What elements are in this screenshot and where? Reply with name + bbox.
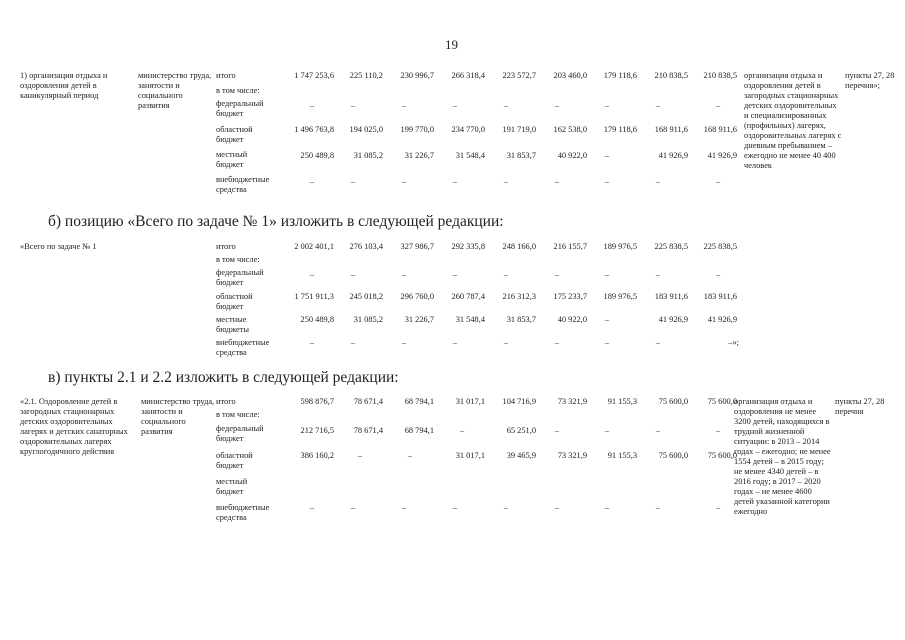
value-cell: 41 926,9 xyxy=(707,315,737,324)
value-cell: 266 318,4 xyxy=(451,71,485,80)
value-cell: 68 794,1 xyxy=(404,426,434,435)
value-cell: 225 838,5 xyxy=(703,242,737,251)
row-label: местный бюджет xyxy=(216,150,248,169)
value-cell: 2 002 401,1 xyxy=(294,242,334,251)
value-cell: – xyxy=(401,177,407,186)
value-cell: – xyxy=(715,426,721,435)
value-cell: – xyxy=(401,503,407,512)
value-cell: – xyxy=(715,270,721,279)
value-cell: –»; xyxy=(728,338,739,347)
value-cell: 598 876,7 xyxy=(300,397,334,406)
value-cell: – xyxy=(604,338,610,347)
value-cell: 183 911,6 xyxy=(703,292,737,301)
row-label: внебюджетные средства xyxy=(216,338,270,357)
value-cell: 75 600,0 xyxy=(707,451,737,460)
row-label: федеральный бюджет xyxy=(216,99,264,118)
section-c-measure: «2.1. Оздоровление детей в загородных стационарных детских оздоровительных лагерях и детских санаторных оздоровительных лагерях круглогодичного действия xyxy=(20,397,128,456)
value-cell: 75 600,0 xyxy=(707,397,737,406)
value-cell: – xyxy=(655,338,661,347)
value-cell: 292 335,8 xyxy=(451,242,485,251)
value-cell: 78 671,4 xyxy=(353,426,383,435)
value-cell: – xyxy=(452,270,458,279)
value-cell: 225 838,5 xyxy=(654,242,688,251)
value-cell: – xyxy=(401,101,407,110)
value-cell: 73 321,9 xyxy=(557,451,587,460)
value-cell: 31 853,7 xyxy=(506,151,536,160)
value-cell: 234 770,0 xyxy=(451,125,485,134)
value-cell: – xyxy=(604,101,610,110)
value-cell: 41 926,9 xyxy=(658,315,688,324)
value-cell: – xyxy=(655,426,661,435)
value-cell: 68 794,1 xyxy=(404,397,434,406)
value-cell: 183 911,6 xyxy=(654,292,688,301)
value-cell: – xyxy=(554,426,560,435)
value-cell: – xyxy=(350,503,356,512)
value-cell: – xyxy=(715,177,721,186)
value-cell: 31 548,4 xyxy=(455,151,485,160)
value-cell: 1 751 911,3 xyxy=(294,292,334,301)
row-label: федеральный бюджет xyxy=(216,424,264,443)
value-cell: 31 017,1 xyxy=(455,451,485,460)
value-cell: – xyxy=(604,177,610,186)
row-label: областной бюджет xyxy=(216,451,253,470)
value-cell: 31 226,7 xyxy=(404,315,434,324)
value-cell: – xyxy=(350,338,356,347)
value-cell: – xyxy=(604,503,610,512)
value-cell: – xyxy=(655,270,661,279)
value-cell: – xyxy=(655,101,661,110)
value-cell: 39 465,9 xyxy=(506,451,536,460)
value-cell: – xyxy=(503,338,509,347)
value-cell: 248 166,0 xyxy=(502,242,536,251)
value-cell: – xyxy=(309,338,315,347)
value-cell: 179 118,6 xyxy=(603,125,637,134)
value-cell: 230 996,7 xyxy=(400,71,434,80)
value-cell: – xyxy=(452,503,458,512)
section-a-result: организация отдыха и оздоровления детей в загородных стационарных детских оздоровительных и специализированных (профильных) лагерях, оздоровительных лагерях с дневным пребыванием – ежегодно не менее 40 400 человек xyxy=(744,71,842,170)
value-cell: – xyxy=(503,503,509,512)
value-cell: 73 321,9 xyxy=(557,397,587,406)
value-cell: 168 911,6 xyxy=(654,125,688,134)
value-cell: 168 911,6 xyxy=(703,125,737,134)
value-cell: 250 489,8 xyxy=(300,151,334,160)
value-cell: – xyxy=(309,503,315,512)
value-cell: – xyxy=(452,101,458,110)
value-cell: 223 572,7 xyxy=(502,71,536,80)
row-label: итого xyxy=(216,397,236,406)
value-cell: – xyxy=(655,177,661,186)
value-cell: 216 312,3 xyxy=(502,292,536,301)
section-c-result: организация отдыха и оздоровления не менее 3200 детей, находящихся в трудной жизненной ситуации: в 2013 – 2014 годах – ежегодно; не менее 1554 детей – в 2015 году; не менее 4340 детей – в 2016 году; в 2017 – 2020 годах – не менее 4600 детей указанной категории ежегодно xyxy=(734,397,831,516)
value-cell: – xyxy=(350,177,356,186)
value-cell: 104 716,9 xyxy=(502,397,536,406)
row-label: в том числе: xyxy=(216,255,260,264)
value-cell: 1 747 253,6 xyxy=(294,71,334,80)
value-cell: – xyxy=(554,177,560,186)
section-a-points: пункты 27, 28 перечня»; xyxy=(845,71,895,90)
value-cell: – xyxy=(554,338,560,347)
value-cell: – xyxy=(554,270,560,279)
value-cell: 41 926,9 xyxy=(707,151,737,160)
section-a-executor: министерство труда, занятости и социального развития xyxy=(138,71,212,110)
row-label: внебюджетные средства xyxy=(216,503,270,522)
value-cell: – xyxy=(554,101,560,110)
value-cell: 1 496 763,8 xyxy=(294,125,334,134)
value-cell: 179 118,6 xyxy=(603,71,637,80)
row-label: местные бюджеты xyxy=(216,315,250,334)
value-cell: – xyxy=(554,503,560,512)
value-cell: – xyxy=(407,451,413,460)
value-cell: 210 838,5 xyxy=(703,71,737,80)
value-cell: – xyxy=(350,101,356,110)
value-cell: 276 103,4 xyxy=(349,242,383,251)
value-cell: 31 548,4 xyxy=(455,315,485,324)
value-cell: – xyxy=(459,426,465,435)
value-cell: 31 085,2 xyxy=(353,151,383,160)
row-label: областной бюджет xyxy=(216,125,253,144)
value-cell: 91 155,3 xyxy=(607,397,637,406)
value-cell: 175 233,7 xyxy=(553,292,587,301)
value-cell: 75 600,0 xyxy=(658,397,688,406)
value-cell: – xyxy=(503,177,509,186)
row-label: внебюджетные средства xyxy=(216,175,270,194)
value-cell: – xyxy=(309,270,315,279)
value-cell: – xyxy=(357,451,363,460)
value-cell: – xyxy=(604,426,610,435)
value-cell: 31 226,7 xyxy=(404,151,434,160)
value-cell: 245 018,2 xyxy=(349,292,383,301)
value-cell: – xyxy=(350,270,356,279)
value-cell: – xyxy=(715,503,721,512)
value-cell: 386 160,2 xyxy=(300,451,334,460)
value-cell: 210 838,5 xyxy=(654,71,688,80)
value-cell: – xyxy=(452,338,458,347)
value-cell: – xyxy=(604,151,610,160)
value-cell: – xyxy=(655,503,661,512)
value-cell: 40 922,0 xyxy=(557,151,587,160)
value-cell: – xyxy=(452,177,458,186)
page-number: 19 xyxy=(445,37,458,52)
section-c-executor: министерство труда, занятости и социального развития xyxy=(141,397,215,436)
value-cell: 31 017,1 xyxy=(455,397,485,406)
row-label: итого xyxy=(216,242,236,251)
value-cell: 327 986,7 xyxy=(400,242,434,251)
value-cell: 191 719,0 xyxy=(502,125,536,134)
row-label: федеральный бюджет xyxy=(216,268,264,287)
value-cell: 189 976,5 xyxy=(603,242,637,251)
heading-c: в) пункты 2.1 и 2.2 изложить в следующей редакции: xyxy=(48,369,399,386)
value-cell: 250 489,8 xyxy=(300,315,334,324)
heading-b: б) позицию «Всего по задаче № 1» изложить в следующей редакции: xyxy=(48,213,504,230)
value-cell: – xyxy=(503,101,509,110)
value-cell: 41 926,9 xyxy=(658,151,688,160)
value-cell: 296 760,0 xyxy=(400,292,434,301)
value-cell: 212 716,5 xyxy=(300,426,334,435)
row-label: местный бюджет xyxy=(216,477,248,496)
section-b-measure: «Всего по задаче № 1 xyxy=(20,242,97,251)
value-cell: 75 600,0 xyxy=(658,451,688,460)
value-cell: 40 922,0 xyxy=(557,315,587,324)
value-cell: 31 085,2 xyxy=(353,315,383,324)
row-label: в том числе: xyxy=(216,410,260,419)
value-cell: – xyxy=(309,177,315,186)
section-a-measure: 1) организация отдыха и оздоровления детей в каникулярный период xyxy=(20,71,108,100)
value-cell: 194 025,0 xyxy=(349,125,383,134)
value-cell: – xyxy=(715,101,721,110)
value-cell: 225 110,2 xyxy=(349,71,383,80)
value-cell: 65 251,0 xyxy=(506,426,536,435)
value-cell: 162 538,0 xyxy=(553,125,587,134)
value-cell: 199 770,0 xyxy=(400,125,434,134)
value-cell: 31 853,7 xyxy=(506,315,536,324)
value-cell: – xyxy=(503,270,509,279)
value-cell: – xyxy=(604,315,610,324)
section-c-points: пункты 27, 28 перечня xyxy=(835,397,885,416)
row-label: итого xyxy=(216,71,236,80)
value-cell: 78 671,4 xyxy=(353,397,383,406)
row-label: областной бюджет xyxy=(216,292,253,311)
value-cell: 203 460,0 xyxy=(553,71,587,80)
value-cell: – xyxy=(604,270,610,279)
value-cell: 91 155,3 xyxy=(607,451,637,460)
value-cell: 189 976,5 xyxy=(603,292,637,301)
value-cell: – xyxy=(401,338,407,347)
value-cell: – xyxy=(401,270,407,279)
value-cell: 260 787,4 xyxy=(451,292,485,301)
value-cell: – xyxy=(309,101,315,110)
row-label: в том числе: xyxy=(216,86,260,95)
value-cell: 216 155,7 xyxy=(553,242,587,251)
